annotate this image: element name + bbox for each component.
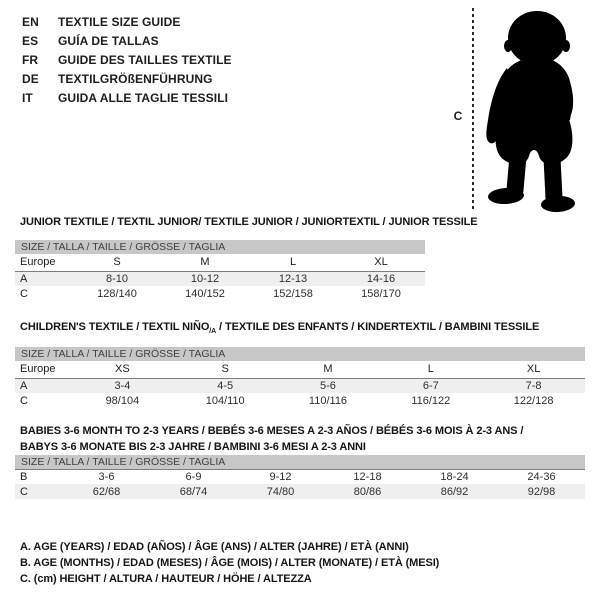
table-cell: 110/116: [308, 394, 348, 407]
language-code: ES: [22, 34, 39, 48]
table-cell: M: [161, 254, 249, 271]
section-title-babies-line2: BABYS 3-6 MONATE BIS 2-3 JAHRE / BAMBINI 3-6 MESI A 2-3 ANNI: [20, 441, 366, 453]
table-cell: XL: [482, 361, 585, 378]
table-cell: 7-8: [482, 378, 585, 393]
size-header-label: SIZE / TALLA / TAILLE / GRÖSSE / TAGLIA: [15, 347, 585, 361]
row-label: C: [15, 484, 63, 499]
table-cell: 24-36: [527, 470, 556, 483]
table-cell: 62/68: [63, 484, 150, 499]
list-item: [22, 51, 232, 70]
table-cell: 92/98: [498, 484, 585, 499]
table-cell: 158/170: [361, 287, 401, 300]
legend: [20, 539, 439, 587]
section-title-text: / TEXTILE DES ENFANTS / KINDERTEXTIL / BAMBINI TESSILE: [216, 321, 540, 333]
table-cell: L: [249, 254, 337, 271]
table-cell: 8-10: [73, 271, 161, 286]
table-cell: 128/140: [97, 287, 137, 300]
table-cell: 12-13: [249, 271, 337, 286]
section-title-junior: JUNIOR TEXTILE / TEXTIL JUNIOR/ TEXTILE JUNIOR / JUNIORTEXTIL / JUNIOR TESSILE: [20, 216, 478, 228]
language-code: FR: [22, 53, 39, 67]
table-cell: 152/158: [273, 287, 313, 300]
language-code: DE: [22, 72, 39, 86]
table-cell: 140/152: [185, 287, 225, 300]
row-label: Europe: [15, 254, 73, 271]
table-cell: S: [174, 361, 277, 378]
table-row-europe: [15, 361, 585, 378]
height-dashed-line: [472, 8, 474, 211]
row-label: B: [20, 470, 28, 483]
junior-size-table: [15, 240, 425, 301]
size-header-label: SIZE / TALLA / TAILLE / GRÖSSE / TAGLIA: [15, 240, 425, 254]
table-cell: 116/122: [411, 394, 451, 407]
table-cell: L: [379, 361, 482, 378]
table-row-a: [15, 378, 585, 393]
table-row-a: [15, 271, 425, 286]
size-header-label: SIZE / TALLA / TAILLE / GRÖSSE / TAGLIA: [15, 455, 585, 469]
table-cell: 122/128: [513, 394, 554, 407]
language-title: GUIDA ALLE TAGLIE TESSILI: [58, 91, 229, 105]
list-item: [22, 13, 232, 32]
table-header-bar: [15, 455, 585, 469]
table-cell: 10-12: [161, 271, 249, 286]
table-cell: M: [277, 361, 380, 378]
table-cell: 98/104: [105, 394, 140, 407]
table-row-b: [15, 469, 585, 484]
table-cell: 3-4: [71, 378, 174, 393]
table-cell: 86/92: [411, 484, 498, 499]
section-title-children: [20, 321, 539, 335]
row-label: A: [15, 271, 73, 286]
table-cell: 4-5: [174, 378, 277, 393]
section-title-subscript: /A: [209, 328, 217, 336]
table-cell: 68/74: [150, 484, 237, 499]
toddler-silhouette-icon: [482, 8, 582, 213]
table-row-c: [15, 393, 585, 408]
table-row-c: [15, 286, 425, 301]
height-label: C: [453, 109, 463, 123]
language-title: TEXTILE SIZE GUIDE: [58, 15, 181, 29]
table-cell: 14-16: [337, 271, 425, 286]
table-cell: 104/110: [205, 394, 245, 407]
table-row-c: [15, 484, 585, 499]
row-label: Europe: [15, 361, 71, 378]
table-cell: 18-24: [440, 470, 469, 483]
table-row-europe: [15, 254, 425, 271]
section-title-text: CHILDREN'S TEXTILE / TEXTIL NIÑO: [20, 321, 210, 333]
table-header-bar: [15, 347, 585, 361]
table-cell: 6-7: [379, 378, 482, 393]
list-item: [22, 70, 232, 89]
table-cell: S: [73, 254, 161, 271]
table-cell: 80/86: [324, 484, 411, 499]
legend-line-b: B. AGE (MONTHS) / EDAD (MESES) / ÂGE (MOIS) / ALTER (MONATE) / ETÀ (MESI): [20, 557, 440, 569]
language-title: GUIDE DES TAILLES TEXTILE: [58, 53, 232, 67]
list-item: [22, 89, 232, 108]
legend-line-c: C. (cm) HEIGHT / ALTURA / HAUTEUR / HÖHE / ALTEZZA: [20, 573, 312, 585]
row-label: A: [15, 378, 71, 393]
table-cell: 12-18: [353, 470, 382, 483]
legend-line-a: A. AGE (YEARS) / EDAD (AÑOS) / ÂGE (ANS) / ALTER (JAHRE) / ETÀ (ANNI): [20, 541, 409, 553]
table-header-bar: [15, 240, 425, 254]
babies-size-table: [15, 455, 585, 499]
table-cell: XS: [71, 361, 174, 378]
language-title-list: [22, 13, 232, 108]
list-item: [22, 32, 232, 51]
table-cell: 3-6: [98, 470, 115, 483]
table-cell: 74/80: [237, 484, 324, 499]
language-code: EN: [22, 15, 39, 29]
table-cell: 9-12: [269, 470, 292, 483]
table-cell: XL: [337, 254, 425, 271]
children-size-table: [15, 347, 585, 408]
language-title: TEXTILGRÖßENFÜHRUNG: [58, 72, 213, 86]
table-cell: 6-9: [185, 470, 202, 483]
row-label: C: [20, 287, 28, 300]
row-label: C: [20, 394, 28, 407]
language-title: GUÍA DE TALLAS: [58, 34, 159, 48]
section-title-babies-line1: BABIES 3-6 MONTH TO 2-3 YEARS / BEBÉS 3-6 MESES A 2-3 AÑOS / BÉBÉS 3-6 MOIS À 2-3 ANS /: [20, 425, 524, 437]
table-cell: 5-6: [277, 378, 380, 393]
language-code: IT: [22, 91, 33, 105]
